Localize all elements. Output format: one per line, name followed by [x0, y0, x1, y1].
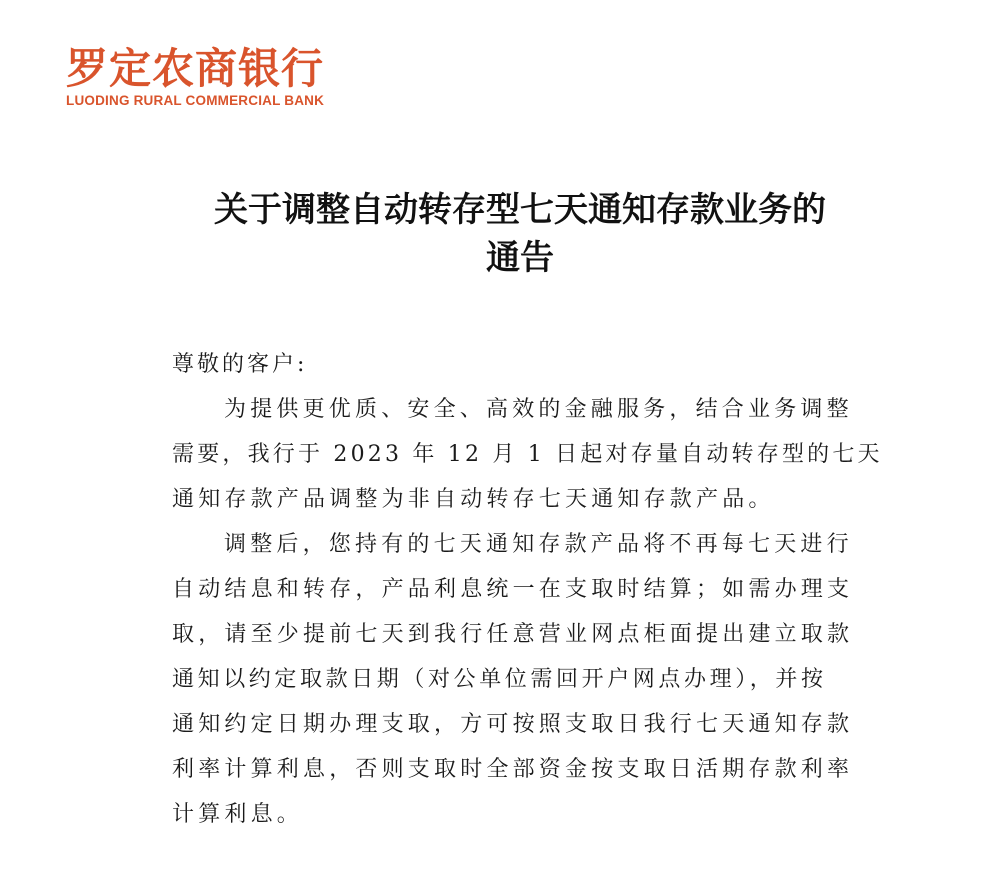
bank-name-cn: 罗定农商银行	[66, 44, 325, 93]
paragraph-line: 利率计算利息，否则支取时全部资金按支取日活期存款利率	[172, 757, 854, 782]
bank-logo	[66, 46, 366, 109]
notice-body	[172, 342, 892, 837]
title-line-2: 通告	[486, 238, 554, 278]
paragraph-line: 自动结息和转存，产品利息统一在支取时结算；如需办理支	[172, 577, 854, 602]
paragraph-1	[172, 387, 892, 522]
paragraph-line: 取，请至少提前七天到我行任意营业网点柜面提出建立取款	[172, 622, 854, 647]
paragraph-line: 通知约定日期办理支取，方可按照支取日我行七天通知存款	[172, 712, 854, 737]
paragraph-line: 为提供更优质、安全、高效的金融服务，结合业务调整	[224, 397, 853, 422]
paragraph-line: 调整后，您持有的七天通知存款产品将不再每七天进行	[224, 532, 853, 557]
title-line-1: 关于调整自动转存型七天通知存款业务的	[214, 190, 826, 230]
paragraph-2	[172, 522, 892, 837]
notice-title	[160, 186, 880, 282]
paragraph-line: 通知存款产品调整为非自动转存七天通知存款产品。	[172, 487, 775, 512]
salutation: 尊敬的客户:	[172, 352, 308, 377]
paragraph-line: 通知以约定取款日期（对公单位需回开户网点办理），并按	[172, 667, 827, 692]
paragraph-line: 计算利息。	[172, 802, 304, 827]
bank-name-en: LUODING RURAL COMMERCIAL BANK	[66, 93, 325, 108]
paragraph-line: 需要，我行于 2023 年 12 月 1 日起对存量自动转存型的七天	[172, 442, 883, 467]
